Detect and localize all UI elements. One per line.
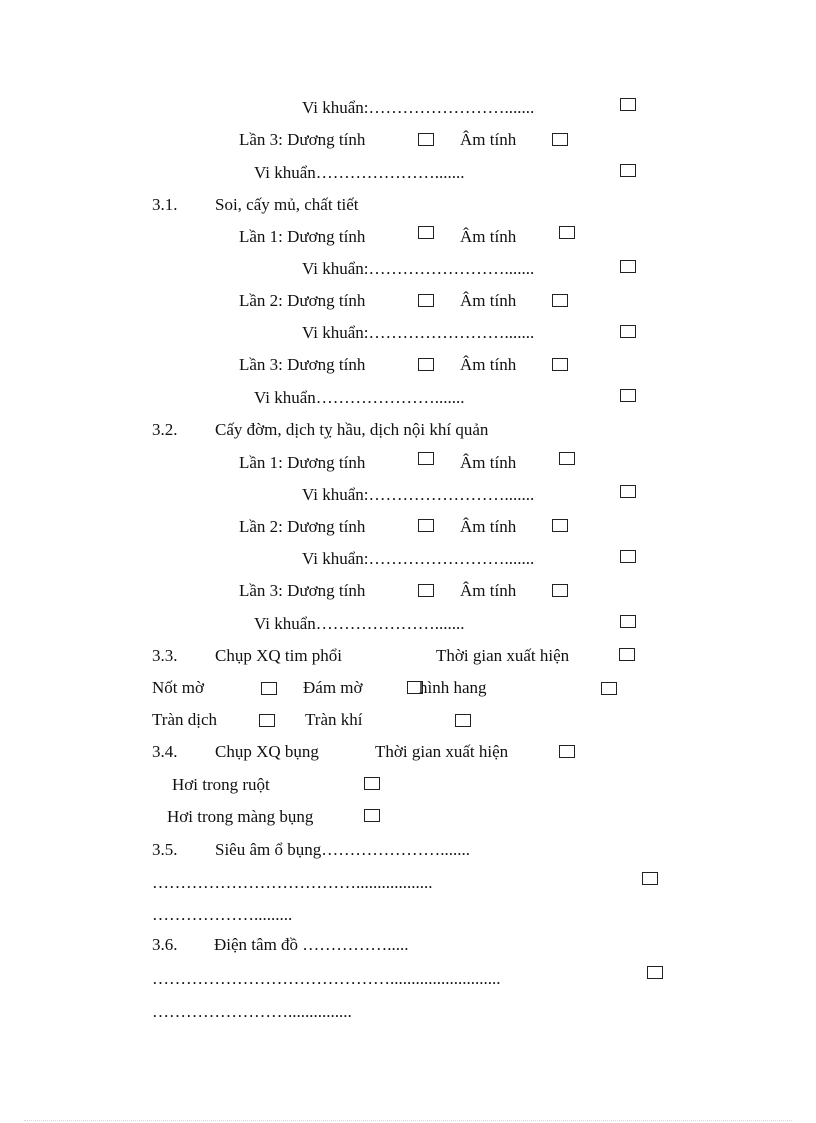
appearance-time-label: Thời gian xuất hiện <box>375 742 509 761</box>
dotted-line[interactable]: ……………………............... <box>152 1002 352 1021</box>
negative-label: Âm tính <box>460 227 517 246</box>
nodule-label: Nốt mờ <box>152 678 204 697</box>
positive-checkbox[interactable] <box>418 133 434 146</box>
negative-checkbox[interactable] <box>552 519 568 532</box>
positive-checkbox[interactable] <box>418 226 434 239</box>
appearance-time-label: Thời gian xuất hiện <box>436 646 570 665</box>
negative-label: Âm tính <box>460 581 517 600</box>
effusion-checkbox[interactable] <box>259 714 275 727</box>
section-number: 3.2. <box>152 420 178 439</box>
negative-label: Âm tính <box>460 130 517 149</box>
negative-checkbox[interactable] <box>552 358 568 371</box>
bacteria-field[interactable]: Vi khuẩn:……………………....... <box>302 98 535 117</box>
checkbox[interactable] <box>620 325 636 338</box>
section-title: Chụp XQ tim phổi <box>215 646 343 665</box>
bacteria-field[interactable]: Vi khuẩn:……………………....... <box>302 323 535 342</box>
negative-checkbox[interactable] <box>559 452 575 465</box>
appearance-time-checkbox[interactable] <box>619 648 635 661</box>
effusion-label: Tràn dịch <box>152 710 218 729</box>
dotted-line[interactable]: ………………......... <box>152 905 293 924</box>
bacteria-field[interactable]: Vi khuẩn…………………....... <box>254 163 465 182</box>
dotted-line[interactable]: …………………………………….......................... <box>152 969 501 988</box>
section-number: 3.5. <box>152 840 178 859</box>
cavity-checkbox[interactable] <box>601 682 617 695</box>
opacity-label: Đám mờ <box>303 678 363 697</box>
checkbox[interactable] <box>620 164 636 177</box>
negative-checkbox[interactable] <box>552 294 568 307</box>
test-label: Lần 2: Dương tính <box>239 291 366 310</box>
test-label: Lần 2: Dương tính <box>239 517 366 536</box>
cavity-label: hình hang <box>419 678 487 697</box>
positive-checkbox[interactable] <box>418 452 434 465</box>
section-number: 3.3. <box>152 646 178 665</box>
negative-checkbox[interactable] <box>552 133 568 146</box>
bacteria-field[interactable]: Vi khuẩn:……………………....... <box>302 549 535 568</box>
section-title: Siêu âm ổ bụng…………………....... <box>215 840 470 859</box>
checkbox[interactable] <box>620 550 636 563</box>
negative-checkbox[interactable] <box>559 226 575 239</box>
ultrasound-checkbox[interactable] <box>642 872 658 885</box>
pneumothorax-checkbox[interactable] <box>455 714 471 727</box>
section-number: 3.1. <box>152 195 178 214</box>
test-label: Lần 3: Dương tính <box>239 581 366 600</box>
section-title: Chụp XQ bụng <box>215 742 319 761</box>
positive-checkbox[interactable] <box>418 294 434 307</box>
dotted-line[interactable]: ……………………………….................. <box>152 873 433 892</box>
positive-checkbox[interactable] <box>418 519 434 532</box>
test-label: Lần 1: Dương tính <box>239 227 366 246</box>
bacteria-field[interactable]: Vi khuẩn…………………....... <box>254 614 465 633</box>
checkbox[interactable] <box>620 389 636 402</box>
negative-label: Âm tính <box>460 453 517 472</box>
appearance-time-checkbox[interactable] <box>559 745 575 758</box>
test-label: Lần 3: Dương tính <box>239 130 366 149</box>
negative-label: Âm tính <box>460 517 517 536</box>
test-label: Lần 1: Dương tính <box>239 453 366 472</box>
positive-checkbox[interactable] <box>418 358 434 371</box>
test-label: Lần 3: Dương tính <box>239 355 366 374</box>
section-title: Điện tâm đồ ……………..... <box>214 935 409 954</box>
section-number: 3.4. <box>152 742 178 761</box>
bacteria-field[interactable]: Vi khuẩn…………………....... <box>254 388 465 407</box>
negative-checkbox[interactable] <box>552 584 568 597</box>
nodule-checkbox[interactable] <box>261 682 277 695</box>
checkbox[interactable] <box>620 98 636 111</box>
bacteria-field[interactable]: Vi khuẩn:……………………....... <box>302 259 535 278</box>
checkbox[interactable] <box>620 260 636 273</box>
checkbox[interactable] <box>620 485 636 498</box>
intestinal-gas-checkbox[interactable] <box>364 777 380 790</box>
section-title: Soi, cấy mủ, chất tiết <box>215 195 359 214</box>
page-divider <box>24 1120 792 1121</box>
pneumothorax-label: Tràn khí <box>305 710 363 729</box>
section-number: 3.6. <box>152 935 178 954</box>
negative-label: Âm tính <box>460 291 517 310</box>
section-title: Cấy đờm, dịch tỵ hầu, dịch nội khí quản <box>215 420 489 439</box>
peritoneal-gas-label: Hơi trong màng bụng <box>167 807 314 826</box>
intestinal-gas-label: Hơi trong ruột <box>172 775 270 794</box>
bacteria-field[interactable]: Vi khuẩn:……………………....... <box>302 485 535 504</box>
negative-label: Âm tính <box>460 355 517 374</box>
peritoneal-gas-checkbox[interactable] <box>364 809 380 822</box>
ecg-checkbox[interactable] <box>647 966 663 979</box>
checkbox[interactable] <box>620 615 636 628</box>
positive-checkbox[interactable] <box>418 584 434 597</box>
